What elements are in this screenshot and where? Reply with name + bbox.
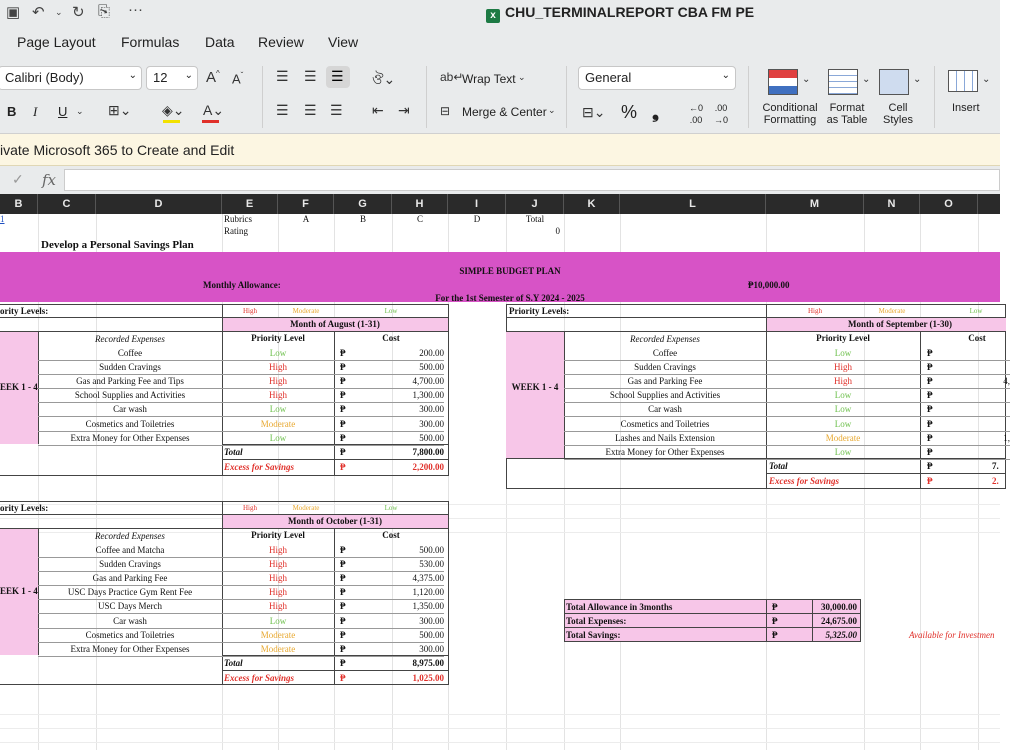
italic-button[interactable]: I xyxy=(33,104,38,119)
cost-value: 1, xyxy=(1003,432,1010,443)
rubric-c: C xyxy=(416,214,423,224)
column-header[interactable]: D xyxy=(96,194,222,214)
column-header[interactable]: I xyxy=(448,194,506,214)
summary-label-allowance: Total Allowance in 3months xyxy=(566,602,673,612)
ribbon xyxy=(0,60,1000,134)
august-total: 7,800.00 xyxy=(412,447,444,457)
peso-sign: ₱ xyxy=(340,559,346,570)
column-header[interactable]: G xyxy=(334,194,392,214)
peso-sign: ₱ xyxy=(927,362,933,373)
sheet-heading: Develop a Personal Savings Plan xyxy=(41,239,194,251)
legend-moderate: Moderate xyxy=(292,307,320,315)
priority-value: High xyxy=(269,545,287,555)
expense-item: School Supplies and Activities xyxy=(74,390,186,401)
peso-sign: ₱ xyxy=(340,376,346,387)
peso-sign: ₱ xyxy=(772,616,778,626)
legend-low: Low xyxy=(384,504,398,512)
october-excess-label: Excess for Savings xyxy=(224,673,295,683)
chevron-down-icon: ⌄ xyxy=(721,70,730,81)
conditional-label: Conditional xyxy=(762,102,818,114)
september-excess-label: Excess for Savings xyxy=(769,476,840,486)
peso-sign: ₱ xyxy=(340,348,346,358)
priority-value: High xyxy=(269,587,287,598)
align-center-icon[interactable]: ☰ xyxy=(304,102,317,118)
decrease-font-icon[interactable]: $A^ˇ$ xyxy=(232,71,244,87)
chevron-down-icon[interactable]: ⌄ xyxy=(518,72,526,82)
rating-label: Rating xyxy=(224,226,248,236)
expense-item: Coffee and Matcha xyxy=(95,545,165,555)
column-header[interactable]: H xyxy=(392,194,448,214)
priority-value: Low xyxy=(834,390,852,401)
priority-level-header: Priority Level xyxy=(251,333,305,343)
summary-label-expenses: Total Expenses: xyxy=(566,616,627,626)
rating-value: 0 xyxy=(555,226,560,236)
expense-item: Extra Money for Other Expenses xyxy=(70,643,190,654)
fill-color-icon[interactable]: ◈⌄ xyxy=(162,102,185,118)
insert-icon[interactable] xyxy=(948,70,978,92)
cost-header: Cost xyxy=(382,530,400,540)
align-bottom-icon: ☰ xyxy=(331,68,344,84)
menu-data[interactable]: Data xyxy=(205,34,235,50)
priority-value: Low xyxy=(269,348,287,358)
align-right-icon[interactable]: ☰ xyxy=(330,102,343,118)
conditional-formatting-icon[interactable] xyxy=(768,69,798,95)
increase-font-icon[interactable]: A^ xyxy=(206,69,220,86)
priority-value: Moderate xyxy=(260,629,296,640)
percent-button[interactable]: % xyxy=(621,102,638,122)
increase-decimal-icon[interactable]: ←0 .00 xyxy=(689,103,704,125)
font-color-icon[interactable]: A⌄ xyxy=(203,102,225,118)
priority-levels-label: ority Levels: xyxy=(0,306,49,316)
column-header[interactable]: B xyxy=(0,194,38,214)
week-label: WEEK 1 - 4 xyxy=(511,382,559,392)
cost-value: 500.00 xyxy=(419,545,444,555)
expense-item: Gas and Parking Fee and Tips xyxy=(76,376,184,387)
merge-center-button[interactable]: Merge & Center xyxy=(462,105,547,119)
column-header[interactable]: L xyxy=(620,194,766,214)
priority-value: High xyxy=(269,390,287,401)
peso-sign: ₱ xyxy=(927,348,933,358)
priority-level-header: Priority Level xyxy=(816,333,870,343)
expense-item: USC Days Merch xyxy=(98,601,162,612)
peso-sign: ₱ xyxy=(340,404,346,415)
allowance-amount: ₱10,000.00 xyxy=(748,280,790,290)
function-icon[interactable]: fx xyxy=(42,171,57,189)
save-icon[interactable]: ▣ xyxy=(6,4,21,21)
september-title: Month of September (1-30) xyxy=(847,319,953,329)
peso-sign: ₱ xyxy=(340,390,346,401)
undo-icon[interactable]: ↶ xyxy=(32,4,45,21)
expense-item: Cosmetics and Toiletries xyxy=(85,418,175,429)
banner-title: SIMPLE BUDGET PLAN xyxy=(459,266,561,276)
cost-value: 500.00 xyxy=(419,432,444,443)
conditional-formatting-button[interactable] xyxy=(760,102,820,126)
format-as-table-button[interactable] xyxy=(824,102,870,126)
legend-high: High xyxy=(808,307,822,315)
recorded-expenses-header: Recorded Expenses xyxy=(95,531,165,541)
priority-value: High xyxy=(269,376,287,387)
styles-label: Styles xyxy=(883,114,913,126)
allowance-label: Monthly Allowance: xyxy=(203,280,281,290)
more-icon[interactable]: ··· xyxy=(128,1,143,18)
priority-value: High xyxy=(269,601,287,612)
cost-value: 1,300.00 xyxy=(412,390,444,401)
cost-header: Cost xyxy=(968,333,986,343)
peso-sign: ₱ xyxy=(340,545,346,555)
ribbon-divider xyxy=(934,66,935,128)
chevron-down-icon[interactable]: ⌄ xyxy=(982,74,991,85)
merge-icon: ⊟ xyxy=(440,104,451,118)
link-cell[interactable]: 1 xyxy=(0,214,5,224)
peso-sign: ₱ xyxy=(927,461,933,471)
expense-item: Cosmetics and Toiletries xyxy=(620,418,710,429)
column-headers xyxy=(0,194,1000,214)
priority-value: Low xyxy=(834,348,852,358)
expense-item: Extra Money for Other Expenses xyxy=(605,446,725,457)
chevron-down-icon: ⌄ xyxy=(184,70,193,81)
peso-sign: ₱ xyxy=(340,362,346,373)
august-excess: 2,200.00 xyxy=(412,462,444,472)
column-header[interactable]: O xyxy=(920,194,978,214)
recorded-expenses-header: Recorded Expenses xyxy=(630,334,700,344)
expense-item: Coffee xyxy=(652,348,678,358)
chevron-down-icon[interactable]: ⌄ xyxy=(76,106,84,116)
expense-item: Car wash xyxy=(648,404,682,415)
checkmark-icon[interactable]: ✓ xyxy=(12,171,24,187)
decrease-decimal-icon[interactable]: .00 →0 xyxy=(714,103,729,125)
chevron-down-icon[interactable]: ⌄ xyxy=(548,105,556,115)
legend-high: High xyxy=(243,504,257,512)
priority-value: Low xyxy=(834,404,852,415)
september-total: 7. xyxy=(992,461,999,471)
expense-item: Extra Money for Other Expenses xyxy=(70,432,190,443)
column-header[interactable]: J xyxy=(506,194,564,214)
priority-value: Low xyxy=(834,446,852,457)
summary-value-allowance: 30,000.00 xyxy=(821,602,857,612)
expense-item: Gas and Parking Fee xyxy=(627,376,703,387)
peso-sign: ₱ xyxy=(927,446,933,457)
priority-value: Moderate xyxy=(825,432,861,443)
chevron-down-icon: ⌄ xyxy=(128,70,137,81)
spreadsheet-grid[interactable] xyxy=(0,214,1010,750)
peso-sign: ₱ xyxy=(340,673,346,683)
legend-low: Low xyxy=(969,307,983,315)
peso-sign: ₱ xyxy=(927,404,933,415)
column-header[interactable]: M xyxy=(766,194,864,214)
formatting-label: Formatting xyxy=(763,114,817,126)
peso-sign: ₱ xyxy=(340,629,346,640)
document-name: CHU_TERMINALREPORT CBA FM PE xyxy=(505,4,755,20)
expense-item: Sudden Cravings xyxy=(99,559,161,570)
align-bottom-button[interactable] xyxy=(326,66,350,88)
menu-bar xyxy=(0,24,1000,60)
october-excess: 1,025.00 xyxy=(412,673,444,683)
font-name-select[interactable] xyxy=(0,66,142,90)
peso-sign: ₱ xyxy=(340,418,346,429)
format-as-table-icon[interactable] xyxy=(828,69,858,95)
currency-icon[interactable]: ⊟⌄ xyxy=(582,104,606,120)
peso-sign: ₱ xyxy=(340,643,346,654)
peso-sign: ₱ xyxy=(927,418,933,429)
cost-value: 1,120.00 xyxy=(412,587,444,598)
peso-sign: ₱ xyxy=(340,432,346,443)
rubric-b: B xyxy=(359,214,366,224)
column-header[interactable]: C xyxy=(38,194,96,214)
priority-value: Moderate xyxy=(260,643,296,654)
expense-item: USC Days Practice Gym Rent Fee xyxy=(67,587,193,598)
wrap-text-button[interactable]: Wrap Text xyxy=(462,72,516,86)
cost-value: 4, xyxy=(1003,376,1010,387)
expense-item: Sudden Cravings xyxy=(634,362,696,373)
cell-label: Cell xyxy=(888,102,908,114)
peso-sign: ₱ xyxy=(772,630,778,640)
chevron-down-icon[interactable]: ⌄ xyxy=(802,74,811,85)
cost-value: 500.00 xyxy=(419,629,444,640)
underline-button[interactable]: U xyxy=(58,104,68,119)
august-excess-label: Excess for Savings xyxy=(224,462,295,472)
align-middle-icon[interactable]: ☰ xyxy=(304,68,317,84)
summary-value-expenses: 24,675.00 xyxy=(821,616,857,626)
activation-notice xyxy=(0,134,1000,166)
summary-value-savings: 5,325.00 xyxy=(825,630,857,640)
summary-label-savings: Total Savings: xyxy=(566,630,621,640)
expense-item: Lashes and Nails Extension xyxy=(615,432,715,443)
expense-item: Cosmetics and Toiletries xyxy=(85,629,175,640)
peso-sign: ₱ xyxy=(772,602,778,612)
cost-value: 1,350.00 xyxy=(412,601,444,612)
priority-value: High xyxy=(269,559,287,570)
peso-sign: ₱ xyxy=(927,390,933,401)
week-label: EEK 1 - 4 xyxy=(0,586,38,596)
rubric-total: Total xyxy=(525,214,545,224)
decrease-indent-icon[interactable]: ⇤ xyxy=(372,102,384,118)
priority-levels-label: ority Levels: xyxy=(0,503,49,513)
column-header[interactable]: E xyxy=(222,194,278,214)
menu-formulas[interactable]: Formulas xyxy=(121,34,180,50)
peso-sign: ₱ xyxy=(340,615,346,626)
peso-sign: ₱ xyxy=(927,476,933,486)
title-bar xyxy=(0,0,1000,24)
align-left-icon[interactable]: ☰ xyxy=(276,102,289,118)
fill-color-swatch xyxy=(163,120,180,123)
ribbon-divider xyxy=(566,66,567,128)
cost-value: 4,700.00 xyxy=(412,376,444,387)
column-header[interactable]: N xyxy=(864,194,920,214)
column-header[interactable]: K xyxy=(564,194,620,214)
peso-sign: ₱ xyxy=(927,376,933,387)
bold-button[interactable]: B xyxy=(7,104,17,119)
notice-text: ivate Microsoft 365 to Create and Edit xyxy=(0,142,235,158)
excel-icon: x xyxy=(486,9,500,23)
format-label: Format xyxy=(829,102,865,114)
column-header[interactable]: F xyxy=(278,194,334,214)
font-size-value: 12 xyxy=(153,70,168,85)
number-format-select[interactable] xyxy=(578,66,736,90)
priority-level-header: Priority Level xyxy=(251,530,305,540)
cost-value: 300.00 xyxy=(419,615,444,626)
ribbon-divider xyxy=(262,66,263,128)
august-total-label: Total xyxy=(224,447,243,457)
priority-value: Low xyxy=(269,432,287,443)
cell-styles-button[interactable] xyxy=(878,102,918,126)
cost-value: 300.00 xyxy=(419,418,444,429)
rubric-a: A xyxy=(302,214,310,224)
september-excess: 2. xyxy=(992,476,999,486)
cost-header: Cost xyxy=(382,333,400,343)
priority-value: High xyxy=(269,573,287,584)
priority-levels-label: Priority Levels: xyxy=(509,306,570,316)
as-table-label: as Table xyxy=(826,114,868,126)
expense-item: Coffee xyxy=(117,348,143,358)
formula-input[interactable] xyxy=(64,169,1000,191)
chevron-down-icon[interactable]: ⌄ xyxy=(862,74,871,85)
menu-view[interactable]: View xyxy=(328,34,359,50)
ribbon-divider xyxy=(426,66,427,128)
priority-value: High xyxy=(269,362,287,373)
expense-item: Gas and Parking Fee xyxy=(92,573,168,584)
window-title xyxy=(486,4,754,23)
cost-value: 500.00 xyxy=(419,362,444,373)
september-total-label: Total xyxy=(769,461,788,471)
chevron-down-icon[interactable]: ⌄ xyxy=(913,74,922,85)
number-format-value: General xyxy=(585,70,632,85)
priority-value: Low xyxy=(269,404,287,415)
august-title: Month of August (1-31) xyxy=(290,319,380,329)
peso-sign: ₱ xyxy=(340,658,346,668)
priority-value: Low xyxy=(834,418,852,429)
font-size-select[interactable] xyxy=(146,66,198,90)
october-total-label: Total xyxy=(224,658,243,668)
october-total: 8,975.00 xyxy=(412,658,444,668)
menu-review[interactable]: Review xyxy=(258,34,304,50)
recorded-expenses-header: Recorded Expenses xyxy=(95,334,165,344)
formula-bar xyxy=(0,166,1000,194)
ribbon-divider xyxy=(748,66,749,128)
cost-value: 4,375.00 xyxy=(412,573,444,584)
wrap-text-icon: ab↵ xyxy=(440,70,464,84)
expense-item: Car wash xyxy=(113,615,147,626)
semester-label: For the 1st Semester of S.Y 2024 - 2025 xyxy=(435,293,585,303)
borders-icon[interactable]: ⊞⌄ xyxy=(108,102,132,118)
peso-sign: ₱ xyxy=(340,462,346,472)
cost-value: 200.00 xyxy=(419,348,444,358)
insert-button[interactable]: Insert xyxy=(952,102,980,114)
priority-value: High xyxy=(834,376,852,387)
legend-moderate: Moderate xyxy=(292,504,320,512)
week-label: EEK 1 - 4 xyxy=(0,382,38,392)
cost-value: 300.00 xyxy=(419,404,444,415)
orientation-icon[interactable]: ঔ⌄ xyxy=(372,71,396,87)
week-cell-bg xyxy=(506,332,564,458)
cost-value: 300.00 xyxy=(419,643,444,654)
expense-item: School Supplies and Activities xyxy=(609,390,721,401)
font-name-value: Calibri (Body) xyxy=(5,70,84,85)
peso-sign: ₱ xyxy=(340,601,346,612)
cell-styles-icon[interactable] xyxy=(879,69,909,95)
peso-sign: ₱ xyxy=(340,573,346,584)
legend-low: Low xyxy=(384,307,398,315)
align-top-icon[interactable]: ☰ xyxy=(276,68,289,84)
investment-note: Available for Investmen xyxy=(909,630,995,640)
sync-icon[interactable]: ⎘ xyxy=(98,3,111,20)
rubrics-label: Rubrics xyxy=(224,214,252,224)
priority-value: Moderate xyxy=(260,418,296,429)
comma-button[interactable]: ❟ xyxy=(652,102,660,122)
peso-sign: ₱ xyxy=(340,447,346,457)
priority-value: Low xyxy=(269,615,287,626)
peso-sign: ₱ xyxy=(927,432,933,443)
expense-item: Sudden Cravings xyxy=(99,362,161,373)
expense-item: Car wash xyxy=(113,404,147,415)
undo-dropdown-icon[interactable]: ⌄ xyxy=(55,7,63,17)
menu-page-layout[interactable]: Page Layout xyxy=(17,34,96,50)
october-title: Month of October (1-31) xyxy=(287,516,383,526)
rubric-d: D xyxy=(473,214,481,224)
legend-moderate: Moderate xyxy=(878,307,906,315)
redo-icon[interactable]: ↻ xyxy=(72,4,85,21)
increase-indent-icon[interactable]: ⇥ xyxy=(398,102,410,118)
cost-value: 530.00 xyxy=(419,559,444,570)
legend-high: High xyxy=(243,307,257,315)
font-color-swatch xyxy=(202,120,219,123)
peso-sign: ₱ xyxy=(340,587,346,598)
priority-value: High xyxy=(834,362,852,373)
